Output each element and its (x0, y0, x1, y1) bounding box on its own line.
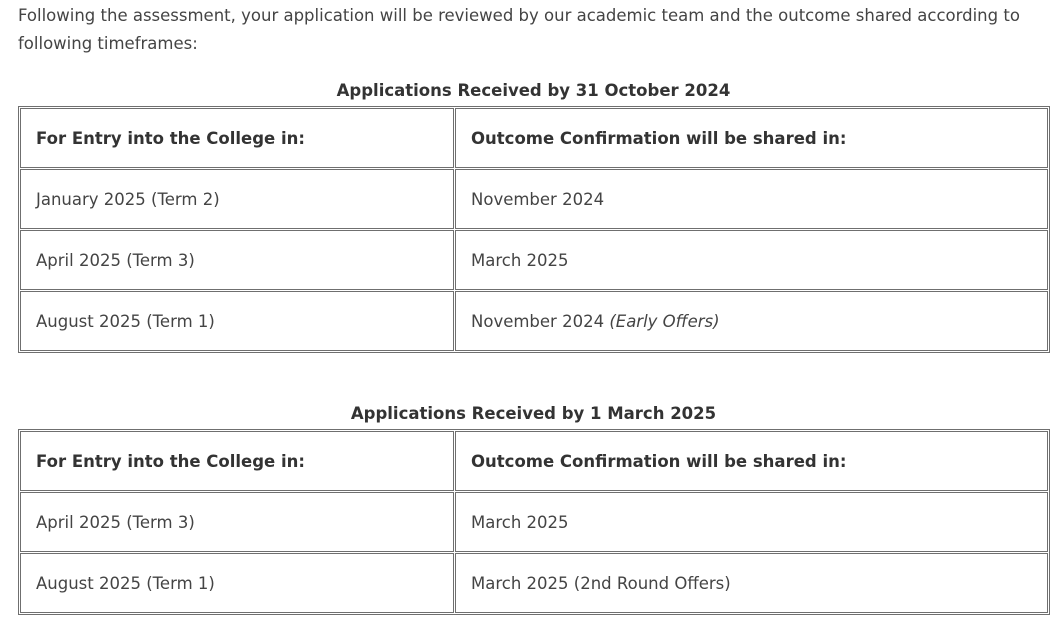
column-header-entry: For Entry into the College in: (20, 108, 454, 168)
column-header-outcome: Outcome Confirmation will be shared in: (455, 431, 1048, 491)
outcome-text: November 2024 (471, 311, 605, 331)
outcome-cell: March 2025 (455, 230, 1048, 290)
table-header-row (20, 108, 1048, 168)
intro-line-1: Following the assessment, your application will be reviewed by our academic team and the outcome shared according to (18, 6, 1020, 25)
entry-cell: August 2025 (Term 1) (20, 553, 454, 613)
entry-cell: April 2025 (Term 3) (20, 230, 454, 290)
table-row (20, 230, 1048, 290)
intro-paragraph (18, 2, 1048, 58)
outcome-cell: March 2025 (2nd Round Offers) (455, 553, 1048, 613)
outcome-cell: November 2024 (455, 169, 1048, 229)
early-offers-note: (Early Offers) (609, 311, 720, 331)
table-row (20, 169, 1048, 229)
table-header-row (20, 431, 1048, 491)
table-1-caption: Applications Received by 31 October 2024 (336, 81, 731, 100)
outcome-cell (455, 291, 1048, 351)
column-header-outcome: Outcome Confirmation will be shared in: (455, 108, 1048, 168)
intro-line-2: following timeframes: (18, 34, 198, 53)
outcome-cell: March 2025 (455, 492, 1048, 552)
timeframe-table-1 (18, 106, 1050, 353)
table-2-caption: Applications Received by 1 March 2025 (350, 404, 717, 423)
entry-cell: January 2025 (Term 2) (20, 169, 454, 229)
timeframe-table-2 (18, 429, 1050, 615)
table-row (20, 291, 1048, 351)
table-row (20, 553, 1048, 613)
table-row (20, 492, 1048, 552)
column-header-entry: For Entry into the College in: (20, 431, 454, 491)
entry-cell: August 2025 (Term 1) (20, 291, 454, 351)
entry-cell: April 2025 (Term 3) (20, 492, 454, 552)
